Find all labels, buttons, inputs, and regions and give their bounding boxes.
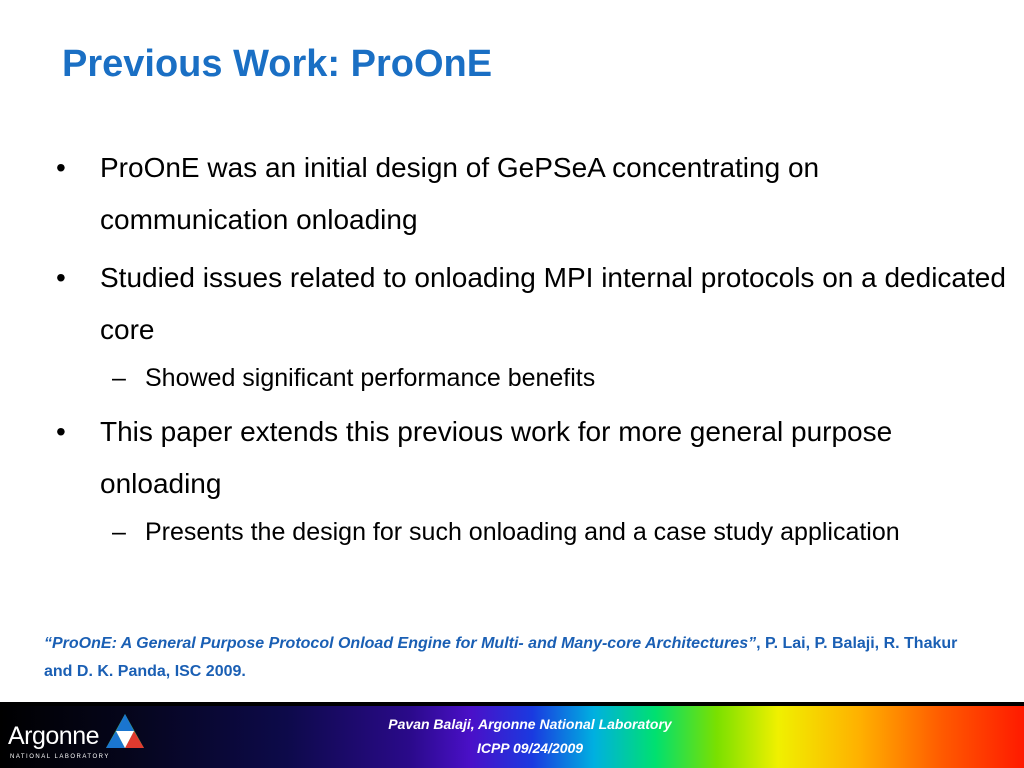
logo-wordmark: Argonne bbox=[8, 722, 100, 750]
bullet-text: ProOnE was an initial design of GePSeA concentrating on communication onloading bbox=[100, 152, 820, 235]
sub-bullet-item bbox=[56, 510, 1006, 554]
citation-paper-title: “ProOnE: A General Purpose Protocol Onload Engine for Multi- and Many-core Architectures” bbox=[44, 635, 757, 652]
footer-top-rule bbox=[0, 702, 1024, 706]
logo-subtext: NATIONAL LABORATORY bbox=[10, 754, 110, 760]
sub-bullet-text: Presents the design for such onloading and a case study application bbox=[145, 518, 900, 546]
footer-text bbox=[340, 712, 720, 760]
citation bbox=[44, 630, 984, 686]
footer-conference-date: ICPP 09/24/2009 bbox=[476, 740, 584, 756]
bullet-item bbox=[56, 406, 1006, 510]
bullet-marker: • bbox=[56, 152, 66, 183]
bullet-list bbox=[56, 142, 1006, 560]
slide-title: Previous Work: ProOnE bbox=[62, 43, 493, 85]
citation-authors: , P. Lai, P. Balaji, R. Thakur and D. K. Panda, ISC 2009. bbox=[44, 635, 958, 680]
bullet-item bbox=[56, 252, 1006, 356]
bullet-text: Studied issues related to onloading MPI internal protocols on a dedicated core bbox=[100, 262, 1006, 345]
sub-bullet-text: Showed significant performance benefits bbox=[145, 364, 596, 392]
bullet-item bbox=[56, 142, 1006, 246]
sub-bullet-item bbox=[56, 356, 1006, 400]
argonne-logo bbox=[8, 712, 148, 764]
footer-presenter: Pavan Balaji, Argonne National Laboratory bbox=[388, 716, 672, 732]
bullet-marker: • bbox=[56, 416, 66, 447]
dash-marker: – bbox=[112, 518, 126, 546]
bullet-text: This paper extends this previous work for more general purpose onloading bbox=[100, 416, 893, 499]
dash-marker: – bbox=[112, 364, 126, 392]
argonne-triangle-icon bbox=[104, 712, 146, 752]
bullet-marker: • bbox=[56, 262, 66, 293]
